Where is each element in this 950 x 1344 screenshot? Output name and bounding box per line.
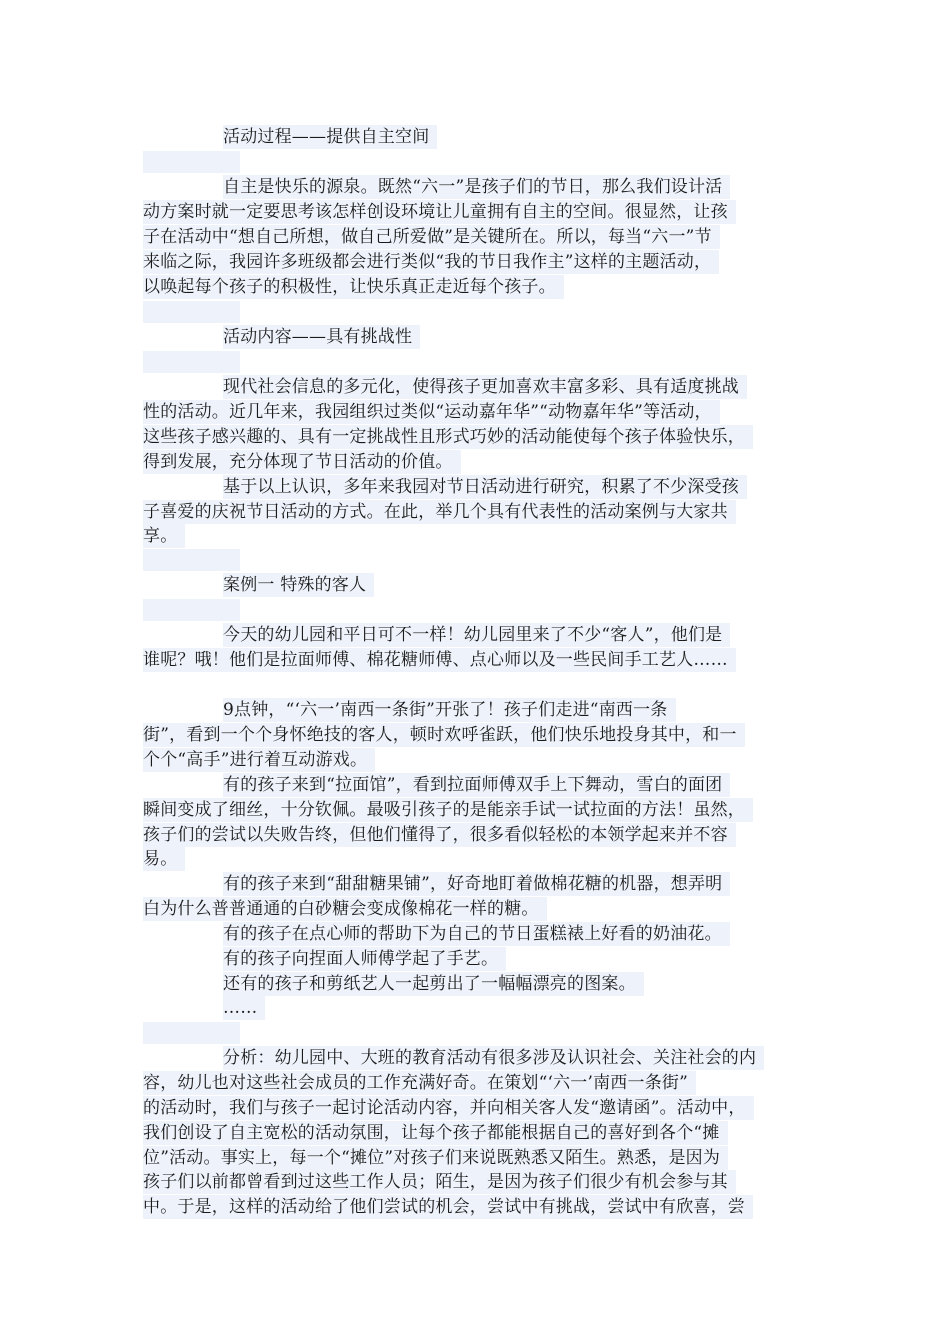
paragraph-line: 今天的幼儿园和平日可不一样！幼儿园里来了不少“客人”，他们是 — [143, 623, 903, 647]
paragraph-line: 自主是快乐的源泉。既然“六一”是孩子们的节日，那么我们设计活 — [143, 175, 903, 199]
paragraph-line: 以唤起每个孩子的积极性，让快乐真正走近每个孩子。 — [143, 275, 823, 299]
paragraph-line: 有的孩子向捏面人师傅学起了手艺。 — [143, 947, 903, 971]
paragraph-line: 有的孩子来到“拉面馆”，看到拉面师傅双手上下舞动，雪白的面团 — [143, 773, 903, 797]
paragraph-line: 有的孩子在点心师的帮助下为自己的节日蛋糕裱上好看的奶油花。 — [143, 922, 903, 946]
paragraph-line: 还有的孩子和剪纸艺人一起剪出了一幅幅漂亮的图案。 — [143, 972, 903, 996]
paragraph-line: 我们创设了自主宽松的活动氛围，让每个孩子都能根据自己的喜好到各个“摊 — [143, 1121, 823, 1145]
paragraph-line: 来临之际，我园许多班级都会进行类似“我的节日我作主”这样的主题活动， — [143, 250, 823, 274]
blank-line — [143, 301, 240, 323]
paragraph-line: 街”，看到一个个身怀绝技的客人，顿时欢呼雀跃，他们快乐地投身其中，和一 — [143, 723, 823, 747]
paragraph-line: 的活动时，我们与孩子一起讨论活动内容，并向相关客人发“邀请函”。活动中， — [143, 1096, 823, 1120]
paragraph-line: 9点钟，“‘六一’南西一条街”开张了！孩子们走进“南西一条 — [143, 698, 903, 722]
paragraph-line: 有的孩子来到“甜甜糖果铺”，好奇地盯着做棉花糖的机器，想弄明 — [143, 872, 903, 896]
paragraph-line: 性的活动。近几年来，我园组织过类似“运动嘉年华”“动物嘉年华”等活动， — [143, 400, 823, 424]
blank-line — [143, 599, 240, 621]
paragraph-line: 孩子们以前都曾看到过这些工作人员；陌生，是因为孩子们很少有机会参与其 — [143, 1170, 823, 1194]
paragraph-line: 个个“高手”进行着互动游戏。 — [143, 748, 823, 772]
paragraph-line: 现代社会信息的多元化，使得孩子更加喜欢丰富多彩、具有适度挑战 — [143, 375, 903, 399]
blank-line — [143, 1022, 240, 1044]
blank-line — [143, 151, 240, 173]
paragraph-line: 易。 — [143, 847, 823, 871]
paragraph-line: 位”活动。事实上，每一个“摊位”对孩子们来说既熟悉又陌生。熟悉，是因为 — [143, 1146, 823, 1170]
section-heading: 活动过程——提供自主空间 — [143, 125, 903, 149]
paragraph-line: 这些孩子感兴趣的、具有一定挑战性且形式巧妙的活动能使每个孩子体验快乐， — [143, 425, 823, 449]
section-heading: 活动内容——具有挑战性 — [143, 325, 903, 349]
paragraph-line: 中。于是，这样的活动给了他们尝试的机会，尝试中有挑战，尝试中有欣喜，尝 — [143, 1195, 823, 1219]
paragraph-line: 谁呢？哦！他们是拉面师傅、棉花糖师傅、点心师以及一些民间手工艺人…… — [143, 648, 823, 672]
paragraph-line: 子在活动中“想自己所想，做自己所爱做”是关键所在。所以，每当“六一”节 — [143, 225, 823, 249]
paragraph-line: 容，幼儿也对这些社会成员的工作充满好奇。在策划“‘六一’南西一条街” — [143, 1071, 823, 1095]
paragraph-line: 基于以上认识，多年来我园对节日活动进行研究，积累了不少深受孩 — [143, 475, 903, 499]
blank-line — [143, 549, 240, 571]
paragraph-line: 瞬间变成了细丝，十分钦佩。最吸引孩子的是能亲手试一试拉面的方法！虽然， — [143, 798, 823, 822]
paragraph-line: 享。 — [143, 524, 823, 548]
section-heading: 案例一 特殊的客人 — [143, 573, 903, 597]
paragraph-line: …… — [143, 996, 903, 1020]
paragraph-line: 分析：幼儿园中、大班的教育活动有很多涉及认识社会、关注社会的内 — [143, 1046, 903, 1070]
paragraph-line: 得到发展，充分体现了节日活动的价值。 — [143, 450, 823, 474]
paragraph-line: 动方案时就一定要思考该怎样创设环境让儿童拥有自主的空间。很显然，让孩 — [143, 200, 823, 224]
paragraph-line: 子喜爱的庆祝节日活动的方式。在此，举几个具有代表性的活动案例与大家共 — [143, 500, 823, 524]
paragraph-line: 孩子们的尝试以失败告终，但他们懂得了，很多看似轻松的本领学起来并不容 — [143, 823, 823, 847]
blank-line — [143, 351, 240, 373]
paragraph-line: 白为什么普普通通的白砂糖会变成像棉花一样的糖。 — [143, 897, 823, 921]
